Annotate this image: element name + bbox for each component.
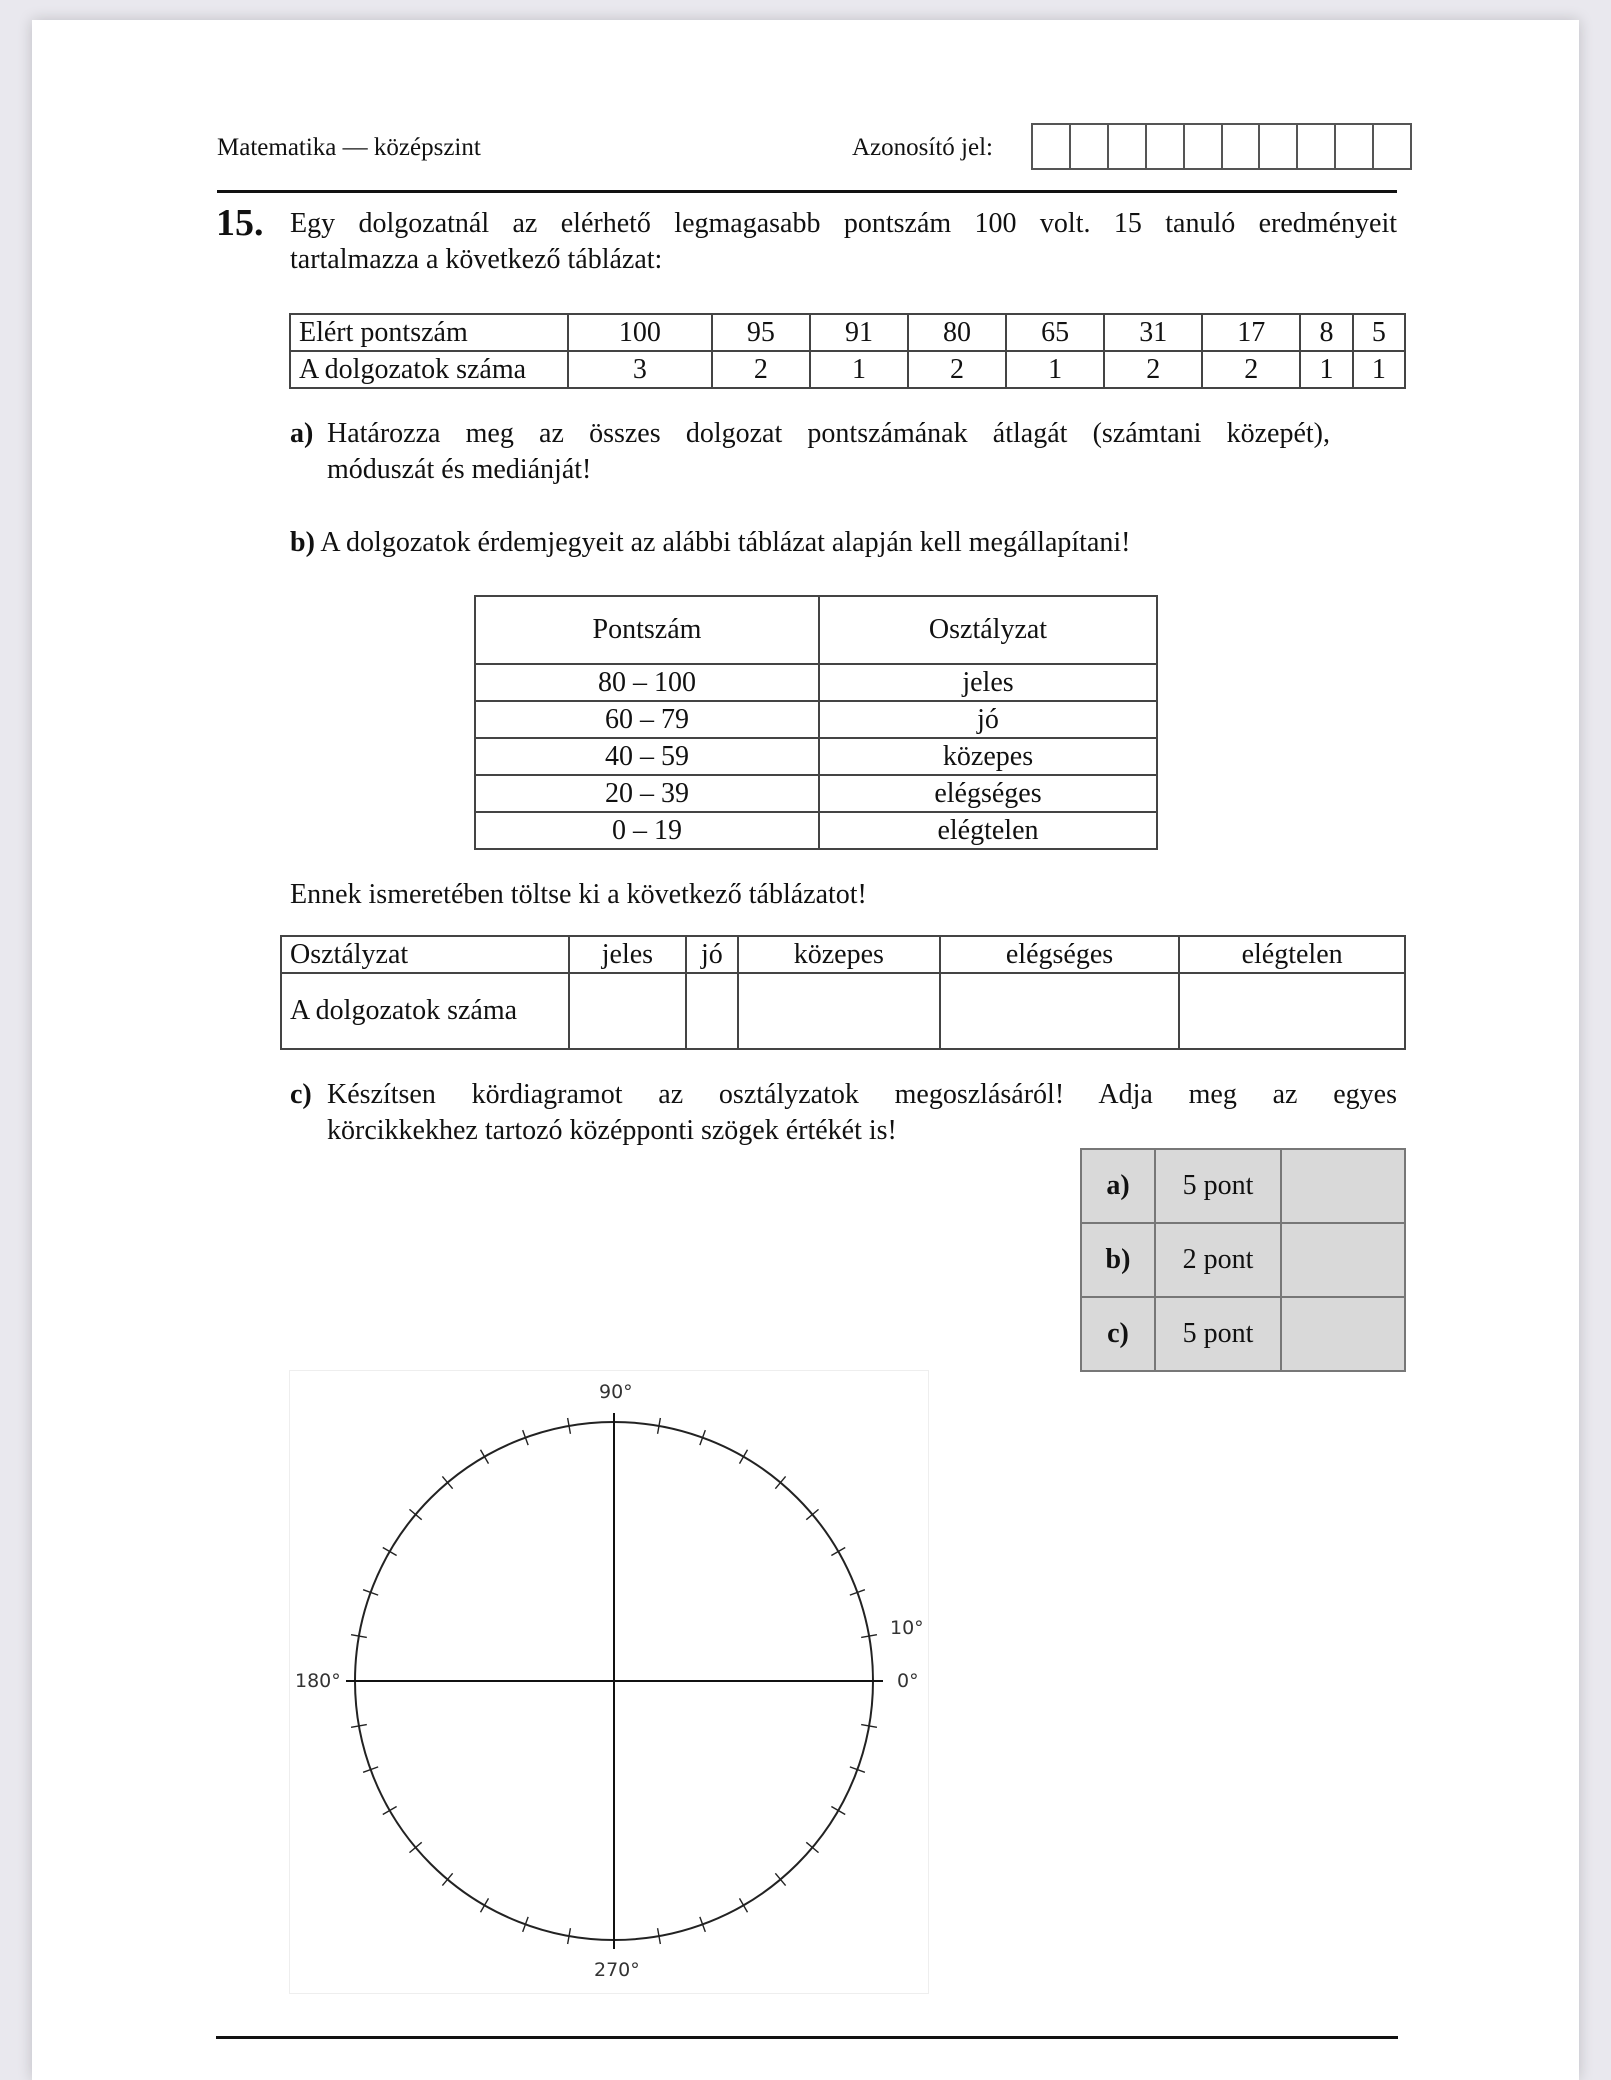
score-points: 5 pont: [1155, 1297, 1281, 1371]
score-part-label: a): [1081, 1149, 1155, 1223]
part-b-label: b): [290, 527, 315, 558]
grade-header: elégséges: [940, 936, 1179, 973]
part-a: [290, 416, 1397, 488]
grade-cell: elégtelen: [819, 812, 1157, 849]
count-cell: 1: [1353, 351, 1405, 388]
id-digit-box[interactable]: [1374, 125, 1410, 168]
table-row: [281, 973, 1405, 1049]
label-90: 90°: [599, 1381, 633, 1403]
table-row: [1081, 1149, 1405, 1223]
score-earned-cell: [1281, 1223, 1405, 1297]
fill-instruction: Ennek ismeretében töltse ki a következő táblázatot!: [290, 879, 867, 910]
score-cell: 65: [1006, 314, 1104, 351]
score-part-label: c): [1081, 1297, 1155, 1371]
grade-table: [474, 595, 1158, 850]
score-cell: 17: [1202, 314, 1300, 351]
range-cell: 80 – 100: [475, 664, 819, 701]
grade-cell: jó: [819, 701, 1157, 738]
score-earned-cell: [1281, 1149, 1405, 1223]
part-c-line2: körcikkekhez tartozó középponti szögek értékét is!: [327, 1115, 897, 1146]
part-a-line1: Határozza meg az összes dolgozat pontszámának átlagát (számtani közepét),: [327, 418, 1330, 449]
answer-cell-jeles[interactable]: [569, 973, 686, 1049]
label-0: 0°: [897, 1670, 919, 1692]
count-cell: 2: [908, 351, 1006, 388]
grade-header: elégtelen: [1179, 936, 1405, 973]
footer-rule: [216, 2036, 1398, 2039]
count-cell: 2: [1104, 351, 1202, 388]
grade-cell: közepes: [819, 738, 1157, 775]
part-a-label: a): [290, 418, 314, 449]
answer-cell-kozepes[interactable]: [738, 973, 940, 1049]
table-row: [475, 738, 1157, 775]
row-label: A dolgozatok száma: [290, 351, 568, 388]
count-cell: 2: [712, 351, 810, 388]
score-earned-cell: [1281, 1297, 1405, 1371]
id-digit-box[interactable]: [1033, 125, 1071, 168]
subject-header: Matematika — középszint: [217, 134, 481, 161]
part-b-text: A dolgozatok érdemjegyeit az alábbi táblázat alapján kell megállapítani!: [320, 527, 1131, 558]
answer-cell-elegtelen[interactable]: [1179, 973, 1405, 1049]
part-b: [290, 525, 1397, 561]
answer-cell-jo[interactable]: [686, 973, 738, 1049]
score-cell: 100: [568, 314, 712, 351]
count-cell: 3: [568, 351, 712, 388]
label-270: 270°: [594, 1959, 640, 1981]
range-cell: 60 – 79: [475, 701, 819, 738]
score-cell: 80: [908, 314, 1006, 351]
table-header-row: [281, 936, 1405, 973]
label-180: 180°: [295, 1670, 341, 1692]
id-input-boxes[interactable]: [1031, 123, 1412, 170]
id-digit-box[interactable]: [1147, 125, 1185, 168]
score-cell: 95: [712, 314, 810, 351]
table-row: [290, 314, 1405, 351]
grade-cell: elégséges: [819, 775, 1157, 812]
part-c-line1: Készítsen kördiagramot az osztályzatok megoszlásáról! Adja meg az egyes: [327, 1079, 1397, 1110]
row-label: Osztályzat: [281, 936, 569, 973]
id-digit-box[interactable]: [1336, 125, 1374, 168]
table-row: [475, 812, 1157, 849]
score-cell: 8: [1300, 314, 1352, 351]
answer-cell-elegseges[interactable]: [940, 973, 1179, 1049]
table-row: [475, 701, 1157, 738]
column-header: Osztályzat: [819, 596, 1157, 664]
fill-table: [280, 935, 1406, 1050]
grade-cell: jeles: [819, 664, 1157, 701]
range-cell: 20 – 39: [475, 775, 819, 812]
score-cell: 5: [1353, 314, 1405, 351]
score-table: [1080, 1148, 1406, 1372]
count-cell: 2: [1202, 351, 1300, 388]
question-intro-line2: tartalmazza a következő táblázat:: [290, 244, 663, 275]
table-row: [290, 351, 1405, 388]
circle-protractor-icon: [290, 1371, 928, 1993]
table-row: [475, 664, 1157, 701]
table-header-row: [475, 596, 1157, 664]
id-digit-box[interactable]: [1260, 125, 1298, 168]
range-cell: 40 – 59: [475, 738, 819, 775]
results-table: [289, 313, 1406, 389]
question-number: 15.: [216, 202, 264, 244]
pie-chart-template[interactable]: [289, 1370, 929, 1994]
part-c: [290, 1077, 1397, 1149]
count-cell: 1: [810, 351, 908, 388]
grade-header: jó: [686, 936, 738, 973]
score-points: 2 pont: [1155, 1223, 1281, 1297]
part-c-label: c): [290, 1079, 312, 1110]
id-label: Azonosító jel:: [852, 134, 993, 161]
column-header: Pontszám: [475, 596, 819, 664]
table-row: [475, 775, 1157, 812]
count-cell: 1: [1006, 351, 1104, 388]
part-a-line2: móduszát és mediánját!: [327, 454, 592, 485]
score-cell: 91: [810, 314, 908, 351]
count-cell: 1: [1300, 351, 1352, 388]
id-digit-box[interactable]: [1071, 125, 1109, 168]
label-10: 10°: [890, 1617, 924, 1639]
row-label: Elért pontszám: [290, 314, 568, 351]
id-digit-box[interactable]: [1109, 125, 1147, 168]
table-row: [1081, 1223, 1405, 1297]
score-cell: 31: [1104, 314, 1202, 351]
score-part-label: b): [1081, 1223, 1155, 1297]
grade-header: közepes: [738, 936, 940, 973]
id-digit-box[interactable]: [1298, 125, 1336, 168]
range-cell: 0 – 19: [475, 812, 819, 849]
id-digit-box[interactable]: [1185, 125, 1223, 168]
question-intro-line1: Egy dolgozatnál az elérhető legmagasabb pontszám 100 volt. 15 tanuló eredményeit: [290, 208, 1397, 239]
score-points: 5 pont: [1155, 1149, 1281, 1223]
id-digit-box[interactable]: [1223, 125, 1261, 168]
table-row: [1081, 1297, 1405, 1371]
header-rule: [217, 190, 1397, 193]
question-intro: [290, 206, 1397, 278]
row-label: A dolgozatok száma: [281, 973, 569, 1049]
grade-header: jeles: [569, 936, 686, 973]
